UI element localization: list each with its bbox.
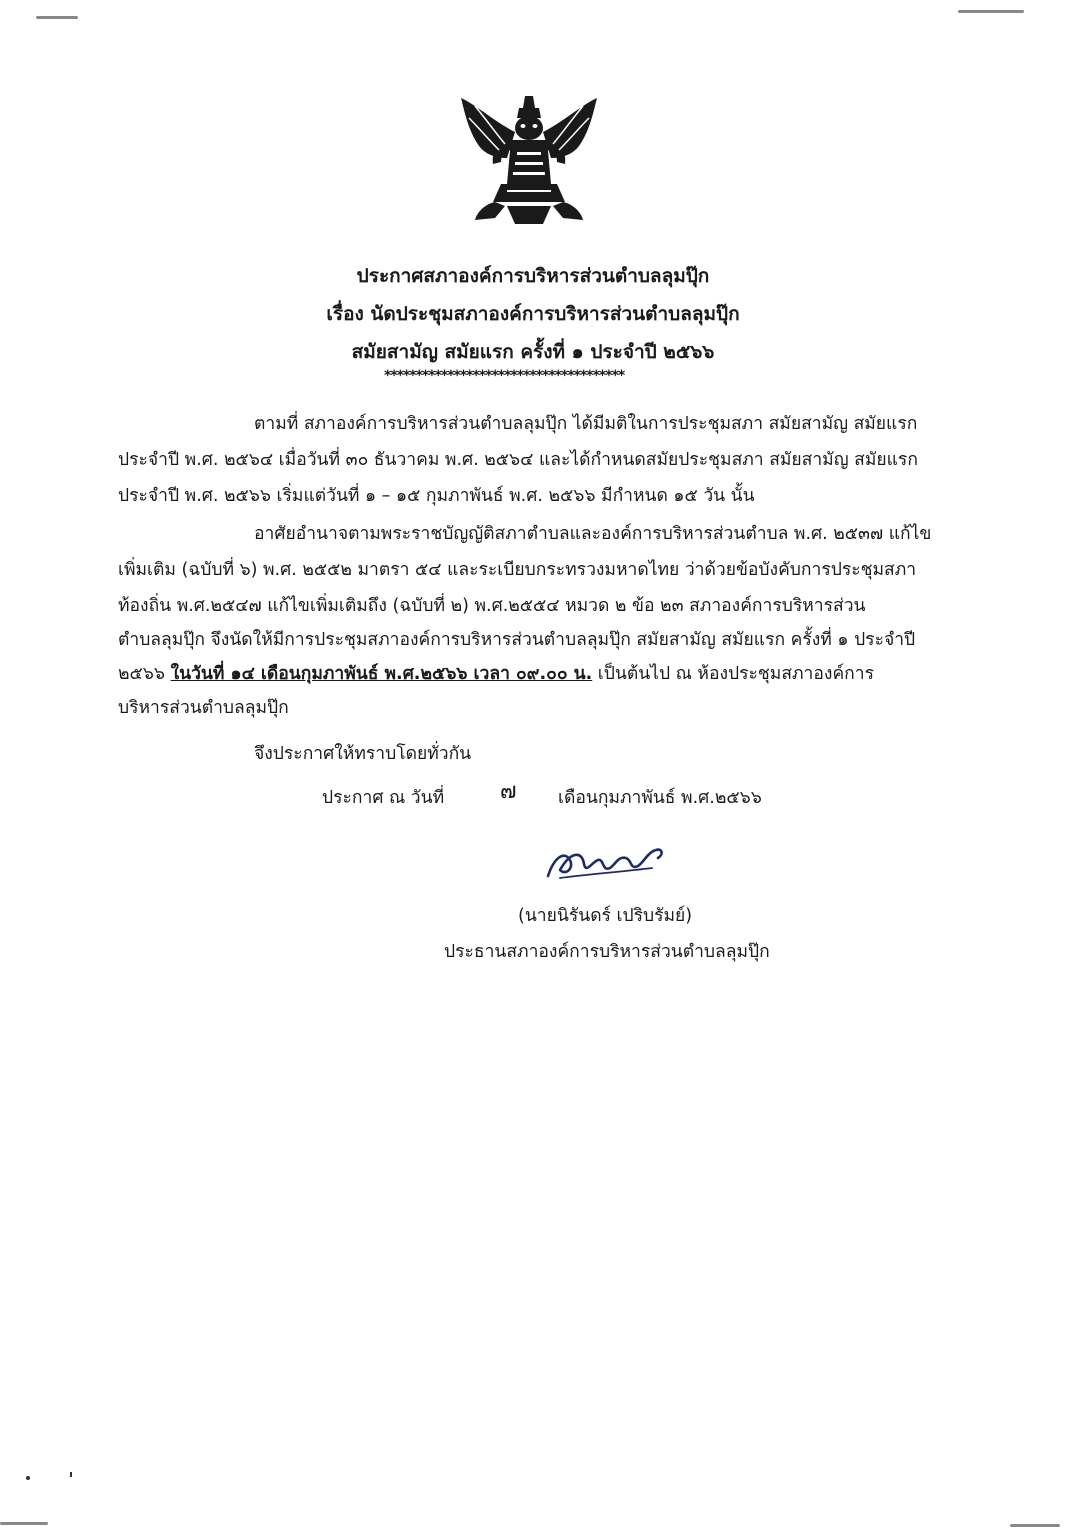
paragraph-2-line-4: ตำบลลุมปุ๊ก จึงนัดให้มีการประชุมสภาองค์การบริหารส่วนตำบลลุมปุ๊ก สมัยสามัญ สมัยแรก ครั้งที่ ๑ ประจำปี xyxy=(118,630,916,650)
date-prefix: ประกาศ ณ วันที่ xyxy=(322,788,445,808)
scan-mark-bottom-left xyxy=(0,1522,48,1525)
date-suffix: เดือนกุมภาพันธ์ พ.ศ.๒๕๖๖ xyxy=(558,788,762,808)
scan-dot xyxy=(70,1472,72,1477)
title-separator: ************************************** xyxy=(384,368,625,384)
scan-mark-top-left xyxy=(36,16,78,19)
date-day: ๗ xyxy=(500,779,517,804)
paragraph-1-line-3: ประจำปี พ.ศ. ๒๕๖๖ เริ่มแต่วันที่ ๑ – ๑๕ กุมภาพันธ์ พ.ศ. ๒๕๖๖ มีกำหนด ๑๕ วัน นั้น xyxy=(118,486,755,506)
paragraph-2-line-1: อาศัยอำนาจตามพระราชบัญญัติสภาตำบลและองค์การบริหารส่วนตำบล พ.ศ. ๒๕๓๗ แก้ไข xyxy=(254,524,932,544)
session-title: สมัยสามัญ สมัยแรก ครั้งที่ ๑ ประจำปี ๒๕๖๖ xyxy=(351,341,715,363)
paragraph-2-line-3: ท้องถิ่น พ.ศ.๒๕๔๗ แก้ไขเพิ่มเติมถึง (ฉบับที่ ๒) พ.ศ.๒๕๕๔ หมวด ๒ ข้อ ๒๓ สภาองค์การบริหารส่วน xyxy=(118,596,866,616)
paragraph-2-line-5-start: ๒๕๖๖ xyxy=(118,664,171,684)
closing-line: จึงประกาศให้ทราบโดยทั่วกัน xyxy=(254,744,472,764)
subject-title: เรื่อง นัดประชุมสภาองค์การบริหารส่วนตำบลลุมปุ๊ก xyxy=(326,303,740,325)
paragraph-1-line-1: ตามที่ สภาองค์การบริหารส่วนตำบลลุมปุ๊ก ได้มีมติในการประชุมสภา สมัยสามัญ สมัยแรก xyxy=(254,414,918,434)
scan-dot xyxy=(26,1476,30,1480)
scan-mark-top-right xyxy=(958,10,1024,13)
meeting-date-time: ในวันที่ ๑๔ เดือนกุมภาพันธ์ พ.ศ.๒๕๖๖ เวลา ๐๙.๐๐ น. xyxy=(170,664,593,684)
paragraph-2-line-2: เพิ่มเติม (ฉบับที่ ๖) พ.ศ. ๒๕๕๒ มาตรา ๕๔ และระเบียบกระทรวงมหาดไทย ว่าด้วยข้อบังคับการประชุมสภา xyxy=(118,560,917,580)
signer-name: (นายนิรันดร์ เปริบรัมย์) xyxy=(518,906,693,926)
announcement-title: ประกาศสภาองค์การบริหารส่วนตำบลลุมปุ๊ก xyxy=(356,265,710,287)
signer-position: ประธานสภาองค์การบริหารส่วนตำบลลุมปุ๊ก xyxy=(444,942,770,962)
paragraph-2-line-5 xyxy=(118,662,874,686)
scan-mark-bottom-right xyxy=(1010,1524,1060,1527)
paragraph-2-line-6: บริหารส่วนตำบลลุมปุ๊ก xyxy=(118,698,289,718)
garuda-emblem xyxy=(455,92,603,230)
paragraph-2-line-5-end: เป็นต้นไป ณ ห้องประชุมสภาองค์การ xyxy=(592,664,874,684)
paragraph-1-line-2: ประจำปี พ.ศ. ๒๕๖๔ เมื่อวันที่ ๓๐ ธันวาคม พ.ศ. ๒๕๖๔ และได้กำหนดสมัยประชุมสภา สมัยสามัญ สมัยแรก xyxy=(118,450,918,470)
handwritten-signature xyxy=(540,838,670,886)
